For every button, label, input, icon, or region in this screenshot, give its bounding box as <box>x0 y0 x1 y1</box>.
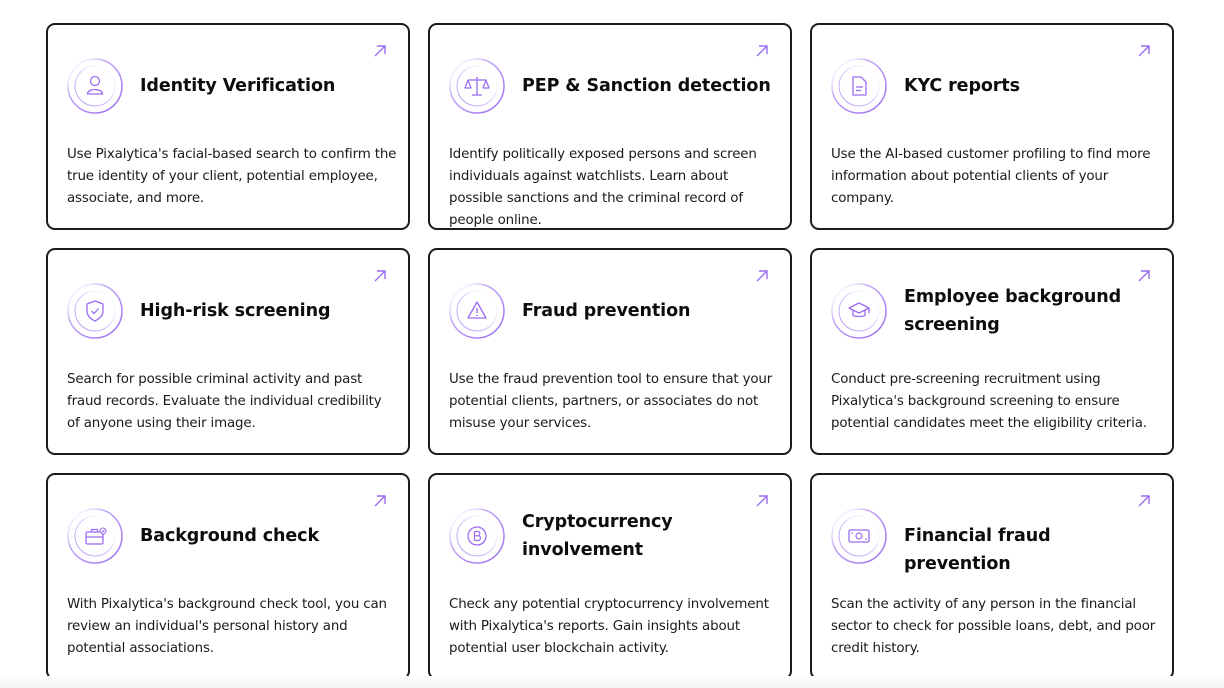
card-description: Search for possible criminal activity and past fraud records. Evaluate the individual credibility of anyone using their image. <box>67 372 382 431</box>
card-title: Background check <box>140 526 319 546</box>
card-fraud-prevention[interactable] <box>428 248 792 455</box>
card-background-check[interactable] <box>46 473 410 680</box>
user-icon <box>66 57 124 115</box>
card-identity-verification[interactable] <box>46 23 410 230</box>
card-cryptocurrency-involvement[interactable] <box>428 473 792 680</box>
bitcoin-icon <box>448 507 506 565</box>
card-description: Scan the activity of any person in the financial sector to check for possible loans, debt, and poor credit history. <box>831 597 1156 656</box>
banknote-icon <box>830 507 888 565</box>
arrow-up-right-icon[interactable] <box>372 43 388 59</box>
graduation-cap-icon <box>830 282 888 340</box>
card-kyc-reports[interactable] <box>810 23 1174 230</box>
page-bottom-edge <box>0 676 1224 688</box>
card-title: PEP & Sanction detection <box>522 76 771 96</box>
card-title: Cryptocurrency involvement <box>522 512 673 560</box>
card-financial-fraud-prevention[interactable] <box>810 473 1174 680</box>
card-title: KYC reports <box>904 76 1020 96</box>
card-title: High-risk screening <box>140 301 331 321</box>
card-description: Identify politically exposed persons and screen individuals against watchlists. Learn about possible sanctions and the criminal record of people online. <box>449 147 757 228</box>
arrow-up-right-icon[interactable] <box>1136 43 1152 59</box>
card-employee-background-screening[interactable] <box>810 248 1174 455</box>
card-title: Financial fraud prevention <box>904 526 1051 574</box>
card-description: Use Pixalytica's facial-based search to confirm the true identity of your client, potential employee, associate, and more. <box>67 147 397 206</box>
card-description: With Pixalytica's background check tool, you can review an individual's personal history and potential associations. <box>67 597 387 656</box>
card-description: Conduct pre-screening recruitment using Pixalytica's background screening to ensure potential candidates meet the eligibility criteria. <box>831 372 1147 431</box>
warning-triangle-icon <box>448 282 506 340</box>
arrow-up-right-icon[interactable] <box>372 268 388 284</box>
scales-icon <box>448 57 506 115</box>
card-description: Check any potential cryptocurrency involvement with Pixalytica's reports. Gain insights about potential user blockchain activity. <box>449 597 769 656</box>
arrow-up-right-icon[interactable] <box>1136 493 1152 509</box>
card-title: Identity Verification <box>140 76 336 96</box>
arrow-up-right-icon[interactable] <box>1136 268 1152 284</box>
card-description: Use the fraud prevention tool to ensure that your potential clients, partners, or associates do not misuse your services. <box>449 372 773 431</box>
card-title: Employee background screening <box>904 287 1122 335</box>
card-high-risk-screening[interactable] <box>46 248 410 455</box>
services-grid <box>46 23 1174 680</box>
card-description: Use the AI-based customer profiling to find more information about potential clients of your company. <box>831 147 1151 206</box>
shield-check-icon <box>66 282 124 340</box>
arrow-up-right-icon[interactable] <box>754 493 770 509</box>
arrow-up-right-icon[interactable] <box>754 43 770 59</box>
arrow-up-right-icon[interactable] <box>372 493 388 509</box>
card-title: Fraud prevention <box>522 301 691 321</box>
card-pep-sanction-detection[interactable] <box>428 23 792 230</box>
document-icon <box>830 57 888 115</box>
briefcase-check-icon <box>66 507 124 565</box>
arrow-up-right-icon[interactable] <box>754 268 770 284</box>
